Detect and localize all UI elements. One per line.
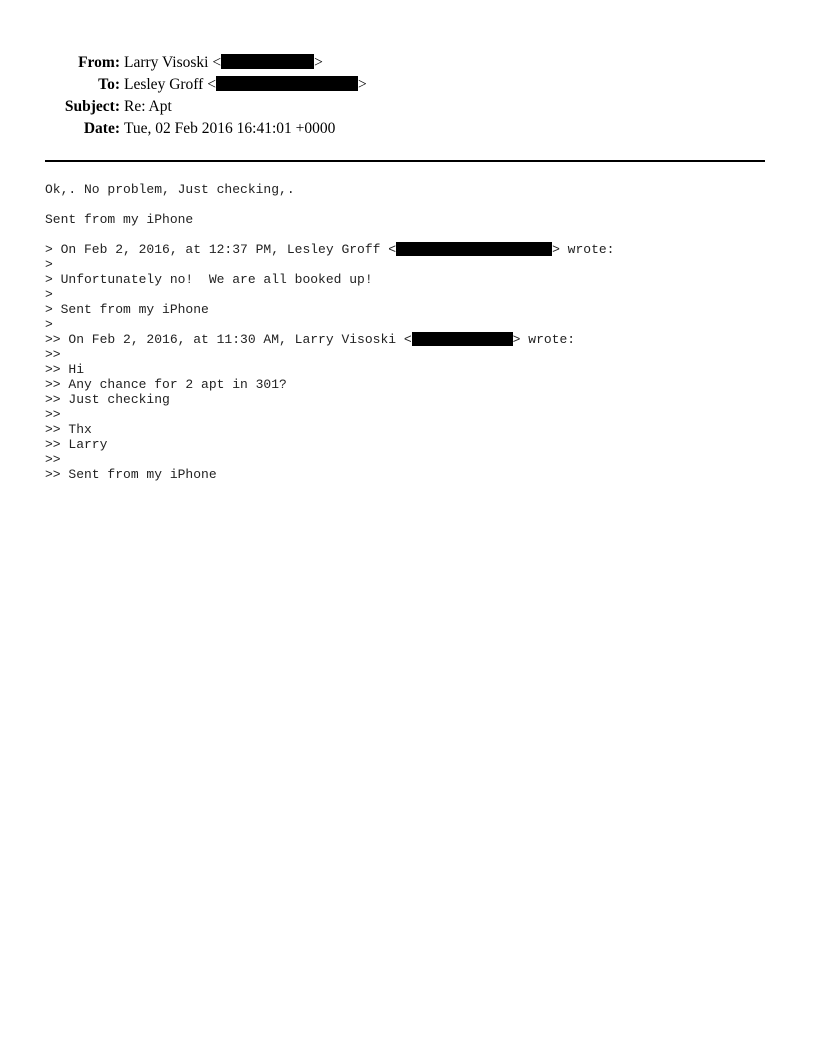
- to-name: Lesley Groff <: [124, 76, 216, 93]
- redaction-bar: [412, 332, 513, 346]
- redaction-bar: [216, 76, 358, 91]
- subject-label: Subject:: [64, 98, 120, 115]
- from-name: Larry Visoski <: [124, 54, 222, 71]
- double-quoted-line: >> Just checking: [45, 392, 170, 407]
- double-quoted-line: >> Hi: [45, 362, 85, 377]
- from-label: From:: [78, 54, 120, 71]
- double-quoted-line: >> Sent from my iPhone: [45, 467, 217, 482]
- email-header: [0, 52, 816, 140]
- quoted-line: >: [45, 317, 53, 332]
- redaction-bar: [221, 54, 314, 69]
- from-value: [124, 52, 323, 74]
- quoted-line: > Sent from my iPhone: [45, 302, 209, 317]
- double-quoted-line: >>: [45, 347, 61, 362]
- to-close: >: [357, 76, 367, 93]
- header-divider: [45, 160, 765, 162]
- double-quoted-line: >>: [45, 452, 61, 467]
- blank-line: [45, 197, 775, 212]
- double-quoted-line: >> Thx: [45, 422, 92, 437]
- body-line: Ok,. No problem, Just checking,.: [45, 182, 295, 197]
- quote-header-prefix: >> On Feb 2, 2016, at 11:30 AM, Larry Visoski <: [45, 332, 412, 347]
- redaction-bar: [396, 242, 552, 256]
- from-row: [0, 52, 816, 74]
- subject-row: [0, 96, 816, 118]
- body-line: Sent from my iPhone: [45, 212, 194, 227]
- double-quoted-line: [45, 332, 775, 347]
- from-close: >: [314, 54, 323, 71]
- double-quoted-line: >>: [45, 407, 61, 422]
- quoted-line: > Unfortunately no! We are all booked up!: [45, 272, 373, 287]
- to-row: [0, 74, 816, 96]
- subject-value: Re: Apt: [124, 98, 172, 115]
- quoted-line: [45, 242, 775, 257]
- quote-header-suffix: > wrote:: [512, 332, 576, 347]
- date-label: Date:: [83, 120, 120, 137]
- double-quoted-line: >> Larry: [45, 437, 108, 452]
- double-quoted-line: >> Any chance for 2 apt in 301?: [45, 377, 287, 392]
- to-label: To:: [98, 76, 120, 93]
- date-row: [0, 118, 816, 140]
- quoted-line: >: [45, 257, 53, 272]
- date-value: Tue, 02 Feb 2016 16:41:01 +0000: [124, 120, 336, 137]
- quoted-line: >: [45, 287, 53, 302]
- quote-header-prefix: > On Feb 2, 2016, at 12:37 PM, Lesley Groff <: [45, 242, 397, 257]
- blank-line: [45, 227, 775, 242]
- quote-header-suffix: > wrote:: [552, 242, 615, 257]
- email-body: [45, 182, 775, 482]
- to-value: [124, 74, 367, 96]
